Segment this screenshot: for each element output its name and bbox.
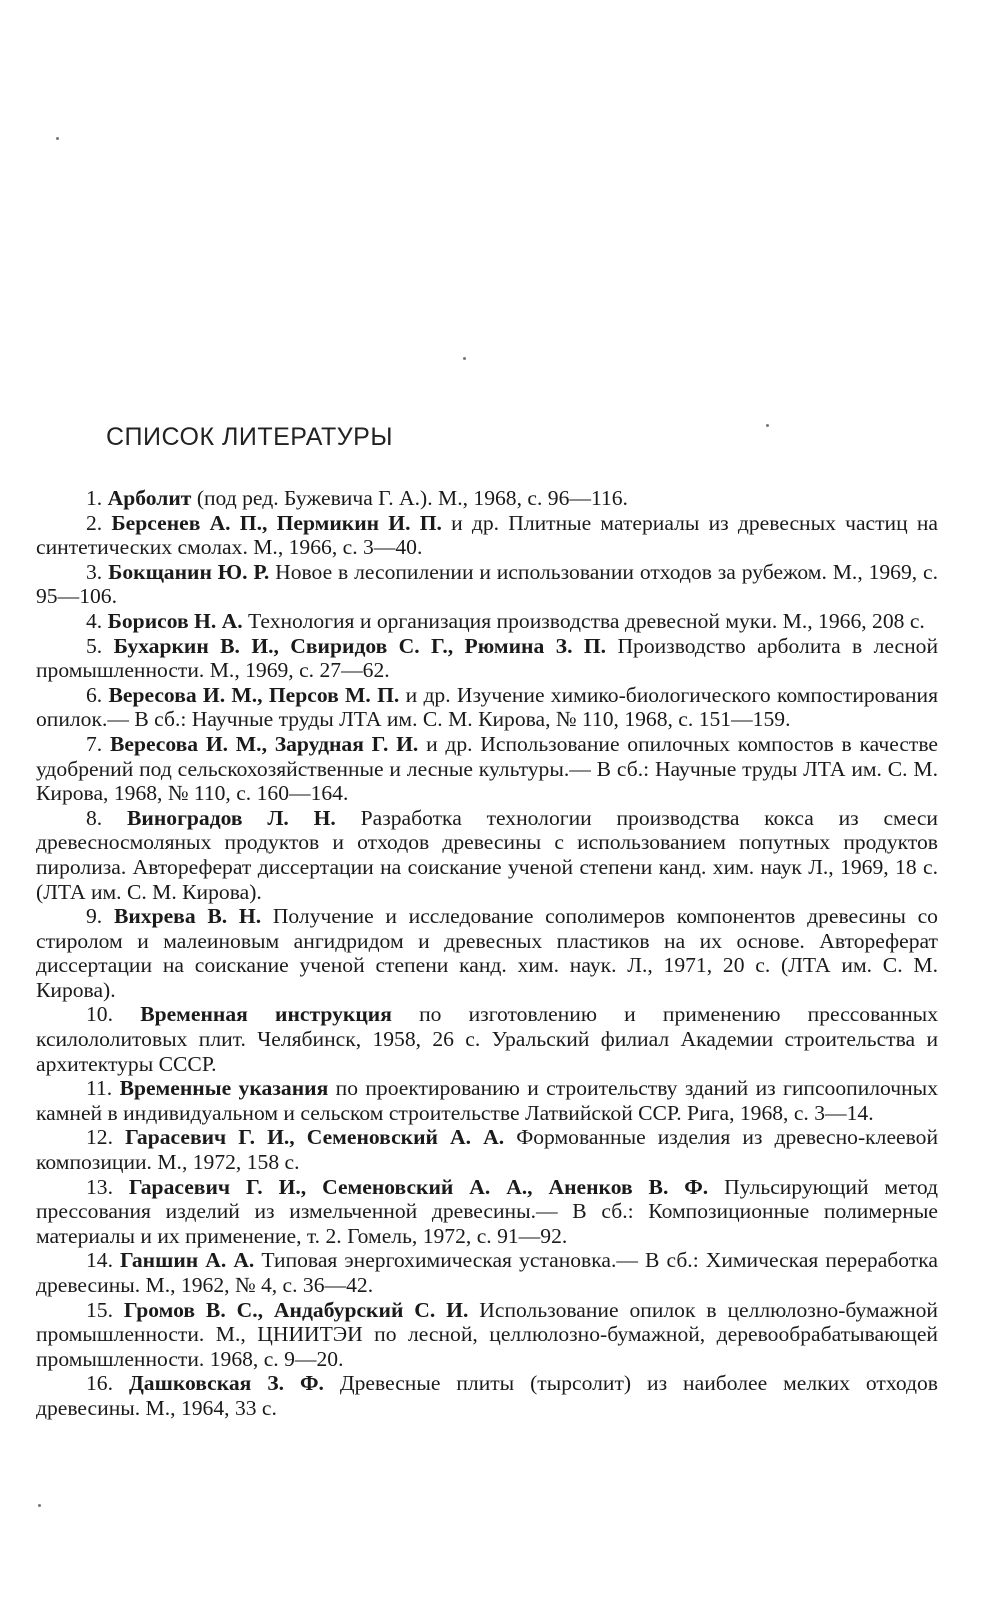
reference-number: 3. [86, 559, 103, 584]
reference-text: Разработка технологии производства кокса из смеси древесносмоляных продуктов и отходов древесины с использованием попутных продуктов пиролиза. Автореферат диссертации на соискание ученой степени канд. хим. наук Л., 1969, 18 с. (ЛТА им. С. М. Кирова). [36, 805, 938, 904]
reference-text: и др. Изучение химико-биологического компостирования опилок.— В сб.: Научные труды ЛТА им. С. М. Кирова, № 110, 1968, с. 151—159. [36, 682, 939, 732]
scan-speck [56, 137, 59, 140]
reference-authors: Бухаркин В. И., Свиридов С. Г., Рюмина З. П. [113, 633, 607, 658]
reference-number: 10. [86, 1002, 113, 1027]
scan-speck [463, 357, 466, 360]
scan-speck [766, 424, 769, 427]
reference-item [36, 634, 938, 683]
reference-authors: Борисов Н. А. [107, 608, 243, 633]
reference-item [36, 806, 938, 904]
reference-text: Новое в лесопилении и использовании отходов за рубежом. М., 1969, с. 95—106. [36, 559, 938, 609]
reference-authors: Берсенев А. П., Пермикин И. П. [111, 510, 442, 535]
reference-item [36, 1371, 938, 1420]
reference-text: Производство арболита в лесной промышленности. М., 1969, с. 27—62. [36, 633, 938, 683]
reference-text: по проектированию и строительству зданий из гипсоопилочных камней в индивидуальном и сельском строительстве Латвийской ССР. Рига, 1968, с. 3—14. [36, 1076, 938, 1125]
reference-authors: Вересова И. М., Зарудная Г. И. [109, 731, 419, 756]
reference-text: по изготовлению и применению прессованных ксилололитовых плит. Челябинск, 1958, 26 с. Уральский филиал Академии строительства и архитектуры СССР. [36, 1002, 938, 1076]
reference-authors: Дашковская З. Ф. [128, 1371, 324, 1396]
reference-text: Древесные плиты (тырсолит) из наиболее мелких отходов древесины. М., 1964, 33 с. [36, 1371, 938, 1420]
reference-number: 11. [86, 1076, 113, 1101]
reference-item [36, 732, 938, 806]
reference-authors: Гарасевич Г. И., Семеновский А. А., Аненков В. Ф. [128, 1174, 709, 1199]
reference-list [36, 486, 938, 1421]
page-title: СПИСОК ЛИТЕРАТУРЫ [106, 423, 393, 451]
reference-item [36, 1002, 938, 1076]
reference-text: Пульсирующий метод прессования изделий из измельченной древесины.— В сб.: Композиционные полимерные материалы и их применение, т. 2. Гомель, 1972, с. 91—92. [36, 1174, 938, 1248]
reference-number: 15. [86, 1297, 113, 1322]
reference-text: и др. Использование опилочных компостов в качестве удобрений под сельскохозяйственные и лесные культуры.— В сб.: Научные труды ЛТА им. С. М. Кирова, 1968, № 110, с. 160—164. [36, 731, 938, 806]
reference-authors: Вересова И. М., Персов М. П. [108, 682, 400, 707]
reference-item [36, 904, 938, 1002]
reference-number: 16. [86, 1371, 113, 1396]
reference-number: 8. [86, 805, 103, 830]
reference-text: Формованные изделия из древесно-клеевой композиции. М., 1972, 158 с. [36, 1125, 939, 1175]
reference-authors: Бокщанин Ю. Р. [108, 559, 270, 584]
reference-authors: Ганшин А. А. [120, 1248, 255, 1273]
reference-authors: Гарасевич Г. И., Семеновский А. А. [125, 1125, 505, 1150]
reference-item [36, 511, 938, 560]
reference-text: (под ред. Бужевича Г. А.). М., 1968, с. 96—116. [196, 486, 628, 510]
reference-number: 14. [86, 1248, 113, 1273]
reference-number: 9. [86, 904, 103, 929]
reference-text: Использование опилок в целлюлозно-бумажной промышленности. М., ЦНИИТЭИ по лесной, целлюлозно-бумажной, деревообрабатывающей промышленности. 1968, с. 9—20. [36, 1297, 938, 1371]
reference-item [36, 1298, 938, 1372]
reference-item [36, 1248, 938, 1297]
reference-number: 1. [86, 486, 103, 510]
reference-authors: Виноградов Л. Н. [127, 805, 336, 830]
reference-authors: Громов В. С., Андабурский С. И. [123, 1297, 469, 1322]
reference-text: Типовая энергохимическая установка.— В сб.: Химическая переработка древесины. М., 1962, № 4, с. 36—42. [36, 1248, 938, 1297]
reference-number: 6. [86, 682, 103, 707]
reference-authors: Временные указания [119, 1076, 329, 1101]
reference-authors: Временная инструкция [140, 1002, 392, 1027]
reference-number: 13. [86, 1174, 113, 1199]
reference-authors: Арболит [107, 486, 192, 510]
reference-item [36, 1076, 938, 1125]
reference-text: Технология и организация производства древесной муки. М., 1966, 208 с. [248, 608, 925, 633]
reference-number: 4. [86, 608, 103, 633]
reference-authors: Вихрева В. Н. [113, 904, 262, 929]
reference-number: 12. [86, 1125, 113, 1150]
reference-text: и др. Плитные материалы из древесных частиц на синтетических смолах. М., 1966, с. 3—40. [36, 510, 938, 560]
scan-speck [38, 1504, 41, 1507]
reference-item [36, 1125, 938, 1174]
reference-number: 2. [86, 510, 103, 535]
reference-item [36, 609, 938, 634]
reference-text: Получение и исследование сополимеров компонентов древесины со стиролом и малеиновым ангидридом и древесных пластиков на их основе. Автореферат диссертации на соискание ученой степени канд. хим. наук. Л., 1971, 20 с. (ЛТА им. С. М. Кирова). [36, 904, 938, 1002]
reference-item [36, 1175, 938, 1249]
reference-number: 7. [86, 731, 103, 756]
reference-item [36, 560, 938, 609]
reference-item [36, 683, 938, 732]
reference-number: 5. [86, 633, 103, 658]
reference-item [36, 486, 938, 511]
